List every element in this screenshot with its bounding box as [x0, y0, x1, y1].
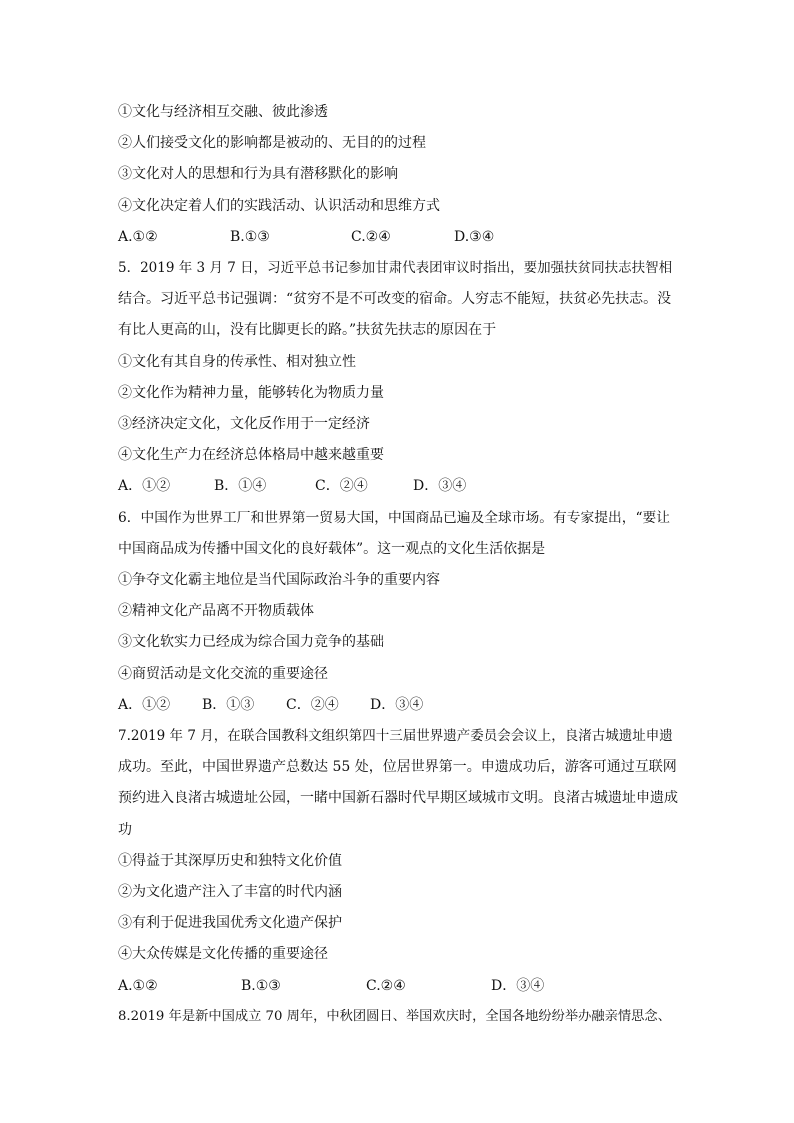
q5-option-b: B．①④ [214, 478, 267, 494]
q6-option-d: D．③④ [370, 697, 424, 713]
q4-option-c: C.②④ [351, 229, 391, 245]
q7-option-b: B.①③ [241, 978, 281, 994]
q7-option-c: C.②④ [366, 978, 406, 994]
q6-statement-1: ①争夺文化霸主地位是当代国际政治斗争的重要内容 [118, 572, 440, 588]
q7-stem-line-4: 功 [118, 822, 132, 838]
q6-statement-3: ③文化软实力已经成为综合国力竞争的基础 [118, 634, 384, 650]
q4-statement-2: ②人们接受文化的影响都是被动的、无目的的过程 [118, 135, 426, 151]
q5-option-d: D．③④ [413, 478, 467, 494]
q4-option-d: D.③④ [454, 229, 495, 245]
q7-option-a: A.①② [118, 978, 158, 994]
q7-statement-4: ④大众传媒是文化传播的重要途径 [118, 946, 328, 962]
q6-options [118, 695, 678, 715]
q5-options [118, 476, 678, 496]
q5-option-c: C．②④ [315, 478, 368, 494]
q6-option-a: A．①② [118, 697, 171, 713]
q4-option-a: A.①② [118, 229, 158, 245]
q7-stem-line-3: 预约进入良渚古城遗址公园，一睹中国新石器时代早期区域城市文明。良渚古城遗址申遗成 [118, 790, 678, 806]
q5-stem-line-1: 5．2019 年 3 月 7 日，习近平总书记参加甘肃代表团审议时指出，要加强扶贫同扶志扶智相 [118, 260, 673, 276]
q6-option-c: C．②④ [286, 697, 339, 713]
q6-option-b: B．①③ [202, 697, 255, 713]
q7-options [118, 976, 678, 996]
q4-options [118, 227, 678, 247]
q7-stem-line-1: 7.2019 年 7 月，在联合国教科文组织第四十三届世界遗产委员会会议上，良渚古城遗址申遗 [118, 728, 673, 744]
q5-statement-1: ①文化有其自身的传承性、相对独立性 [118, 354, 356, 370]
q4-statement-1: ①文化与经济相互交融、彼此渗透 [118, 104, 328, 120]
q5-stem-line-3: 有比人更高的山，没有比脚更长的路。”扶贫先扶志的原因在于 [118, 322, 497, 338]
q4-option-b: B.①③ [230, 229, 270, 245]
q7-option-d: D．③④ [491, 978, 545, 994]
q5-statement-4: ④文化生产力在经济总体格局中越来越重要 [118, 447, 384, 463]
q7-statement-2: ②为文化遗产注入了丰富的时代内涵 [118, 884, 342, 900]
q4-statement-3: ③文化对人的思想和行为具有潜移默化的影响 [118, 166, 398, 182]
q5-option-a: A．①② [118, 478, 171, 494]
q7-stem-line-2: 成功。至此，中国世界遗产总数达 55 处，位居世界第一。申遗成功后，游客可通过互联网 [118, 759, 677, 775]
q5-statement-2: ②文化作为精神力量，能够转化为物质力量 [118, 385, 384, 401]
q7-statement-3: ③有利于促进我国优秀文化遗产保护 [118, 915, 342, 931]
q5-statement-3: ③经济决定文化，文化反作用于一定经济 [118, 416, 370, 432]
q6-stem-line-1: 6．中国作为世界工厂和世界第一贸易大国，中国商品已遍及全球市场。有专家提出，“要让 [118, 510, 671, 526]
q5-stem-line-2: 结合。习近平总书记强调：“贫穷不是不可改变的宿命。人穷志不能短，扶贫必先扶志。没 [118, 291, 672, 307]
q8-stem-line-1: 8.2019 年是新中国成立 70 周年，中秋团圆日、举国欢庆时，全国各地纷纷举办融亲情思念、 [118, 1009, 671, 1024]
q4-statement-4: ④文化决定着人们的实践活动、认识活动和思维方式 [118, 198, 440, 214]
q7-statement-1: ①得益于其深厚历史和独特文化价值 [118, 853, 342, 869]
q6-stem-line-2: 中国商品成为传播中国文化的良好载体”。这一观点的文化生活依据是 [118, 541, 546, 557]
q6-statement-2: ②精神文化产品离不开物质载体 [118, 603, 314, 619]
q6-statement-4: ④商贸活动是文化交流的重要途径 [118, 666, 328, 682]
